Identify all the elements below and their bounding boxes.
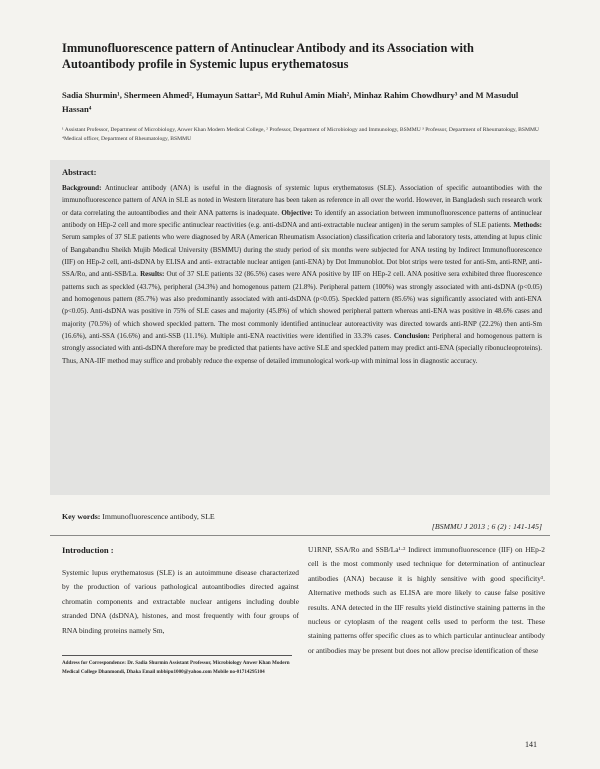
footnote-divider <box>62 655 292 656</box>
conclusion-label: Conclusion: <box>393 332 430 341</box>
background-label: Background: <box>62 184 102 192</box>
results-label: Results: <box>140 270 165 279</box>
correspondence-footnote: Address for Correspondence: Dr. Sadia Shurmin Assistant Professor, Microbiology Anwer Khan Modern Medical College Dhanmondi, Dhaka Email mbbipu1000@yahoo.com Mobile no-01714295104 <box>62 660 290 675</box>
abstract-heading: Abstract: <box>62 167 97 177</box>
keywords-text: Immunofluorescence antibody, SLE <box>100 512 215 521</box>
introduction-heading: Introduction : <box>62 545 114 555</box>
keywords-label: Key words: <box>62 512 101 521</box>
abstract-text <box>62 182 542 367</box>
keywords <box>62 512 362 521</box>
section-divider <box>50 535 550 536</box>
article-title: Immunofluorescence pattern of Antinuclear Antibody and its Association with Autoantibody profile in Systemic lupus erythematosus <box>62 41 474 71</box>
author-list: Sadia Shurmin¹, Shermeen Ahmed², Humayun Sattar², Md Ruhul Amin Miah², Minhaz Rahim Chowdhury³ and M Masudul Hassan⁴ <box>62 90 519 114</box>
affiliations: ¹ Assistant Professor, Department of Microbiology, Anwer Khan Modern Medical College, ² Professor, Department of Microbiology and Immunology, BSMMU ³ Professor, Department of Rheumatology, BSMMU ⁴Medical officer, Department of Rheumatology, BSMMU <box>62 127 539 142</box>
page-number: 141 <box>525 740 537 749</box>
introduction-right-column: U1RNP, SSA/Ro and SSB/La¹·² Indirect immunofluorescence (IIF) on HEp-2 cell is the most commonly used technique for determination of antinuclear antibodies (ANA) because it is highly sensitive with good specificity³. Alternative methods such as ELISA are more likely to cause false positive results. ANA detected in the IIF results yield distinctive staining patterns in the nucleus or cytoplasm of the reagent cells used to perform the test. These staining patterns offer specific clues as to which particular antinuclear antibody or antibodies may be present but does not allow precise identification of these <box>308 545 545 655</box>
background-text: Antinuclear antibody (ANA) is useful in the diagnosis of systemic lupus erythematosus (SLE). Association of specific autoantibodies with the immunofluorescence pattern of ANA in SLE as noted in Western literature has been taken as reference in all over the world. However, in Bangladesh such research work or data correlating the autoantibodies and their ANA patterns is inadequate. <box>62 184 542 217</box>
journal-citation: [BSMMU J 2013 ; 6 (2) : 141-145] <box>431 522 542 531</box>
methods-text: Serum samples of 37 SLE patients who were diagnosed by ARA (American Rheumatism Association) classification criteria and laboratory tests, attending at lupus clinic of Bangabandhu Sheikh Mujib Medical University (BSMMU) during the study period of six months were subjected for ANA testing by Indirect Immunofluorescence (IIF) on HEp-2 cell, anti-dsDNA by ELISA and anti- extractable nuclear antigen (anti-ENA) by Dot Immunoblot. Dot blot strips were tested for anti-Sm, anti-RNP, anti-SSA/Ro, and anti-SSB/La. <box>62 233 542 279</box>
conclusion-text: Peripheral and homogenous pattern is strongly associated with anti-dsDNA therefore may be predicted that patients have active SLE and speckled pattern may predict anti-ENA (specially ribonucleoproteins). Thus, ANA-IIF method may suffice and probably reduce the expense of detailed immunological work-up with minimal loss in diagnostic accuracy. <box>62 332 542 365</box>
results-text: Out of 37 SLE patients 32 (86.5%) cases were ANA positive by IIF on HEp-2 cell. ANA positive sera exhibited three fluorescence patterns such as speckled (43.7%), peripheral (34.3%) and homogenous pattern (21.8%). Peripheral pattern (100%) was strongly associated with anti-dsDNA (p<0.05) and homogenous pattern (85.7%) was also predominantly associated with anti-dsDNA (p<0.05). Speckled pattern (85.6%) was significantly associated with anti-ENA (p<0.05). Anti-dsDNA was positive in 75% of SLE cases and majority (45.8%) of which showed peripheral pattern whereas anti-ENA was positive in 48.6% cases and majority (70.5%) of which showed speckled pattern. The most commonly identified antinuclear autoreactivity was directed towards anti-RNP (22.2%) then anti-Sm (16.6%), anti-SSA (16.6%) and anti-SSB (11.1%). Multiple anti-ENA reactivities were identified in 33.3% cases. <box>62 270 542 341</box>
objective-text: To identify an association between immunofluorescence patterns of antinuclear antibody on HEp-2 cell and more specific antinuclear reactivities (e.g. anti-dsDNA and anti-extractable nuclear antigen) in the serum samples of SLE patients. <box>62 208 542 230</box>
introduction-left-column: Systemic lupus erythematosus (SLE) is an autoimmune disease characterized by the production of various pathological autoantibodies directed against chromatin components and extractable nuclear antigens including double stranded DNA (dsDNA), histones, and most frequently with four groups of RNA binding proteins namely Sm, <box>62 568 299 635</box>
methods-label: Methods: <box>513 221 542 230</box>
objective-label: Objective: <box>281 208 313 217</box>
